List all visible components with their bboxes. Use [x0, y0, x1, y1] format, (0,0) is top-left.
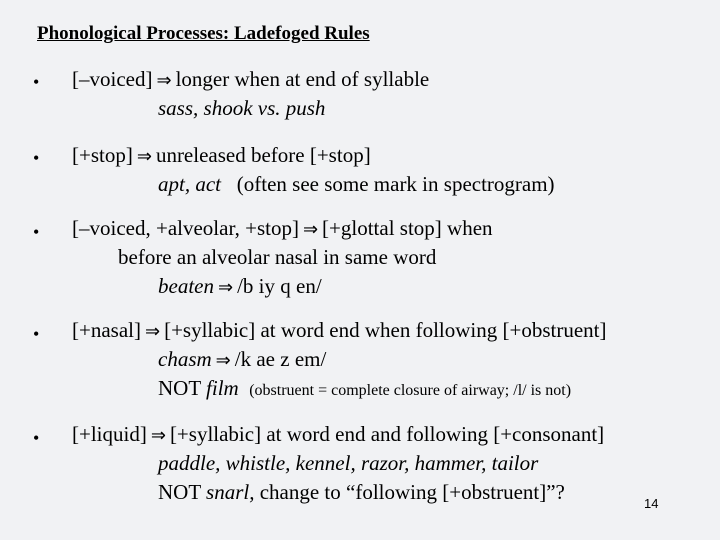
rule-3-pre: [–voiced, +alveolar, +stop]: [72, 216, 299, 240]
bullet: •: [33, 148, 40, 168]
bullet: •: [33, 324, 40, 344]
rule-4-not-line: [158, 374, 571, 405]
rule-5-pre: [+liquid]: [72, 422, 147, 446]
bullet: •: [33, 222, 40, 242]
page-number: 14: [644, 496, 659, 511]
rule-5-post: [+syllabic] at word end and following [+consonant]: [169, 422, 605, 446]
rule-5-not-line: [158, 478, 565, 507]
rule-2: [72, 141, 371, 171]
implies-arrow-icon: ⇒: [144, 321, 161, 342]
rule-3-post: [+glottal stop] when: [322, 216, 493, 240]
rule-4-example-result: /k ae z em/: [234, 347, 327, 371]
rule-1: [72, 65, 429, 95]
rule-1-post: longer when at end of syllable: [175, 67, 430, 91]
rule-3-continuation: before an alveolar nasal in same word: [118, 245, 437, 269]
rule-4-not-word: film: [206, 376, 239, 400]
rule-4-not-note: (obstruent = complete closure of airway; /l/ is not): [249, 382, 572, 399]
rule-4-post: [+syllabic] at word end when following [+obstruent]: [164, 318, 607, 342]
rule-1-example: sass, shook vs. push: [158, 96, 326, 120]
rule-5-not-note: change to “following [+obstruent]”?: [259, 480, 565, 504]
implies-arrow-icon: ⇒: [150, 425, 166, 446]
rule-4-example: [158, 345, 326, 375]
rule-3-example-word: beaten: [158, 274, 214, 298]
bullet: •: [33, 72, 40, 92]
implies-arrow-icon: ⇒: [217, 277, 234, 298]
rule-3: [72, 214, 493, 244]
rule-5-example: paddle, whistle, kennel, razor, hammer, tailor: [158, 451, 539, 475]
rule-4: [72, 316, 607, 346]
rule-2-post: unreleased before [+stop]: [155, 143, 371, 167]
bullet: •: [33, 428, 40, 448]
implies-arrow-icon: ⇒: [215, 350, 231, 371]
rule-3-example-result: /b iy q en/: [237, 274, 322, 298]
rule-4-pre: [+nasal]: [72, 318, 141, 342]
rule-5-not-prefix: NOT: [158, 480, 201, 504]
rule-5: [72, 420, 604, 450]
rule-2-example: [158, 170, 555, 199]
rule-2-example-words: apt, act: [158, 172, 221, 196]
rule-2-example-note: (often see some mark in spectrogram): [236, 172, 555, 196]
rule-4-not-prefix: NOT: [158, 376, 201, 400]
rule-2-pre: [+stop]: [72, 143, 133, 167]
rule-4-example-word: chasm: [158, 347, 212, 371]
rule-5-not-word: snarl,: [206, 480, 255, 504]
implies-arrow-icon: ⇒: [136, 146, 152, 167]
rule-1-pre: [–voiced]: [72, 67, 153, 91]
implies-arrow-icon: ⇒: [156, 70, 172, 91]
implies-arrow-icon: ⇒: [302, 219, 319, 240]
rule-3-example: [158, 272, 322, 302]
slide-title: Phonological Processes: Ladefoged Rules: [37, 23, 370, 44]
